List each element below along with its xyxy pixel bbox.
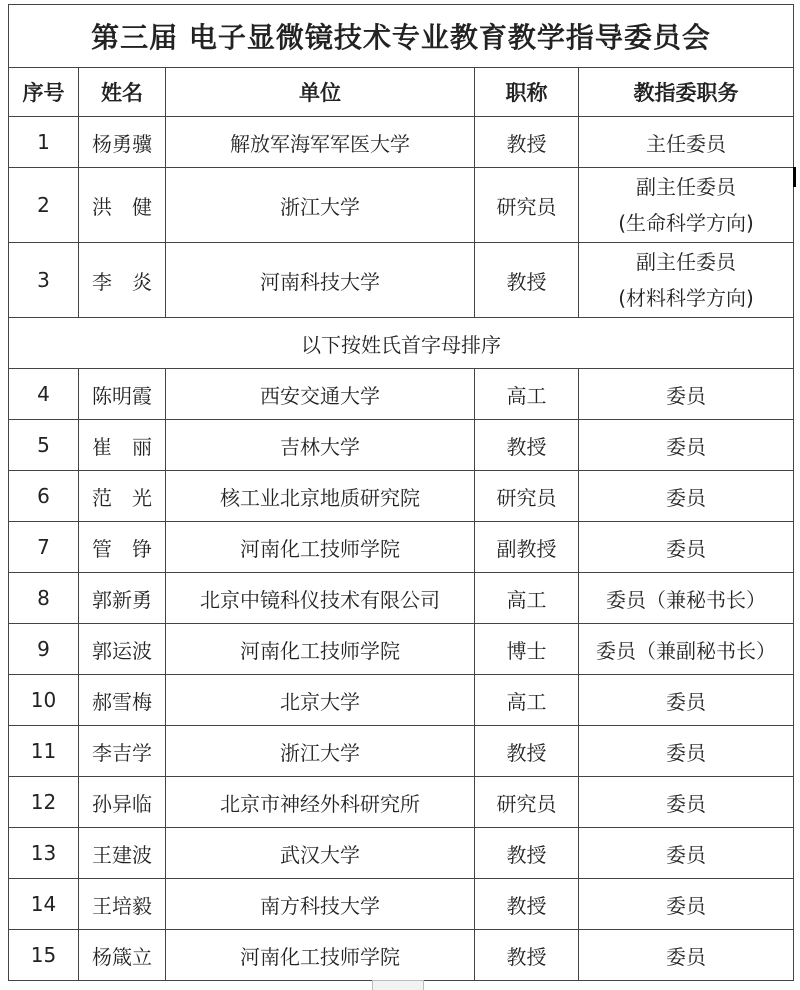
header-row [9, 68, 794, 117]
row-name: 孙异临 [79, 777, 166, 828]
row-rank: 教授 [475, 117, 579, 168]
row-rank: 高工 [475, 675, 579, 726]
row-role: 委员 [579, 777, 794, 828]
row-role: 主任委员 [579, 117, 794, 168]
row-unit: 核工业北京地质研究院 [166, 471, 475, 522]
row-no: 4 [9, 369, 79, 420]
row-unit: 浙江大学 [166, 726, 475, 777]
row-name: 杨箴立 [79, 930, 166, 981]
table-row [9, 243, 794, 318]
row-name: 崔 丽 [79, 420, 166, 471]
row-role: 委员 [579, 369, 794, 420]
row-name: 陈明霞 [79, 369, 166, 420]
table-row [9, 777, 794, 828]
row-name: 郭新勇 [79, 573, 166, 624]
row-no: 6 [9, 471, 79, 522]
table-row [9, 522, 794, 573]
row-rank: 研究员 [475, 471, 579, 522]
role-line-2: (材料科学方向) [618, 286, 754, 310]
row-unit: 河南化工技师学院 [166, 624, 475, 675]
row-rank: 教授 [475, 243, 579, 318]
row-unit: 北京中镜科仪技术有限公司 [166, 573, 475, 624]
row-role: 委员（兼秘书长） [579, 573, 794, 624]
row-name: 郭运波 [79, 624, 166, 675]
row-name: 杨勇骥 [79, 117, 166, 168]
row-no: 9 [9, 624, 79, 675]
table-row [9, 879, 794, 930]
header-rank: 职称 [475, 68, 579, 117]
row-unit: 浙江大学 [166, 168, 475, 243]
row-role: 委员 [579, 522, 794, 573]
row-name: 李吉学 [79, 726, 166, 777]
table-row [9, 420, 794, 471]
row-no: 1 [9, 117, 79, 168]
row-role: 委员 [579, 471, 794, 522]
table-row [9, 828, 794, 879]
row-name: 洪 健 [79, 168, 166, 243]
row-rank: 副教授 [475, 522, 579, 573]
row-rank: 高工 [475, 369, 579, 420]
row-unit: 河南化工技师学院 [166, 930, 475, 981]
row-role: 委员（兼副秘书长） [579, 624, 794, 675]
row-role: 委员 [579, 879, 794, 930]
header-name: 姓名 [79, 68, 166, 117]
row-no: 3 [9, 243, 79, 318]
row-no: 2 [9, 168, 79, 243]
row-role: 委员 [579, 930, 794, 981]
row-name: 范 光 [79, 471, 166, 522]
note-row [9, 318, 794, 369]
row-no: 12 [9, 777, 79, 828]
row-name: 李 炎 [79, 243, 166, 318]
row-no: 14 [9, 879, 79, 930]
text-cursor [793, 167, 796, 187]
table-row [9, 168, 794, 243]
row-role: 委员 [579, 420, 794, 471]
table-title: 第三届 电子显微镜技术专业教育教学指导委员会 [9, 5, 794, 68]
row-role: 委员 [579, 675, 794, 726]
row-rank: 教授 [475, 828, 579, 879]
row-name: 管 铮 [79, 522, 166, 573]
row-unit: 西安交通大学 [166, 369, 475, 420]
row-unit: 河南化工技师学院 [166, 522, 475, 573]
row-rank: 高工 [475, 573, 579, 624]
row-rank: 研究员 [475, 777, 579, 828]
row-name: 郝雪梅 [79, 675, 166, 726]
row-role: 委员 [579, 828, 794, 879]
row-no: 15 [9, 930, 79, 981]
role-line-2: (生命科学方向) [618, 211, 754, 235]
row-unit: 南方科技大学 [166, 879, 475, 930]
row-rank: 教授 [475, 726, 579, 777]
row-no: 5 [9, 420, 79, 471]
row-name: 王培毅 [79, 879, 166, 930]
row-unit: 北京市神经外科研究所 [166, 777, 475, 828]
row-no: 11 [9, 726, 79, 777]
committee-table-container [8, 4, 793, 981]
table-row [9, 369, 794, 420]
row-rank: 研究员 [475, 168, 579, 243]
header-unit: 单位 [166, 68, 475, 117]
table-row [9, 930, 794, 981]
table-row [9, 471, 794, 522]
table-row [9, 624, 794, 675]
row-unit: 河南科技大学 [166, 243, 475, 318]
row-no: 7 [9, 522, 79, 573]
row-no: 10 [9, 675, 79, 726]
table-row [9, 117, 794, 168]
row-rank: 教授 [475, 420, 579, 471]
header-role: 教指委职务 [579, 68, 794, 117]
row-unit: 武汉大学 [166, 828, 475, 879]
row-unit: 北京大学 [166, 675, 475, 726]
row-no: 13 [9, 828, 79, 879]
row-name: 王建波 [79, 828, 166, 879]
row-rank: 博士 [475, 624, 579, 675]
row-unit: 吉林大学 [166, 420, 475, 471]
role-line-1: 副主任委员 [636, 250, 737, 274]
table-row [9, 573, 794, 624]
table-row [9, 675, 794, 726]
table-row [9, 726, 794, 777]
row-rank: 教授 [475, 879, 579, 930]
row-unit: 解放军海军军医大学 [166, 117, 475, 168]
role-line-1: 副主任委员 [636, 175, 737, 199]
row-role [579, 243, 794, 318]
row-no: 8 [9, 573, 79, 624]
header-no: 序号 [9, 68, 79, 117]
committee-table [8, 4, 794, 981]
row-rank: 教授 [475, 930, 579, 981]
sort-note: 以下按姓氏首字母排序 [9, 318, 794, 369]
row-role [579, 168, 794, 243]
row-role: 委员 [579, 726, 794, 777]
